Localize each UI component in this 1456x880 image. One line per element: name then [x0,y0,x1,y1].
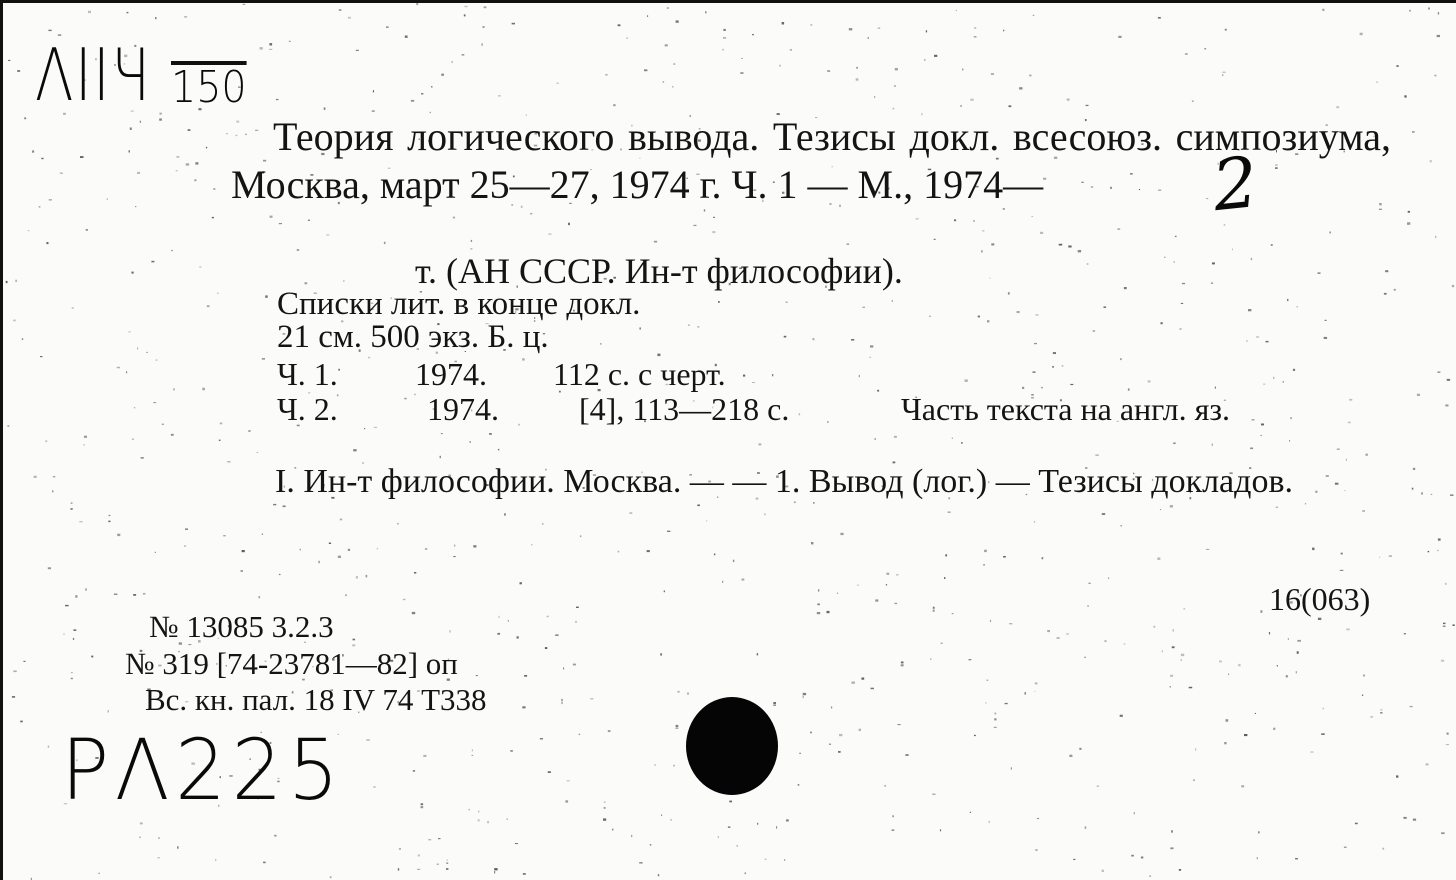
volume-row [277,391,1230,428]
handwritten-shelf-number: 150 [171,62,247,113]
title-description: Теория логического вывода. Тезисы докл. всесоюз. симпозиума, Москва, март 25—27, 1974 г. Ч. 1 — М., 1974— [231,114,1391,207]
handwritten-volume-mark: 2 [1208,140,1262,228]
physical-description: 21 см. 500 экз. Б. ц. [277,319,549,355]
volume-year: 1974. [415,356,487,392]
handwritten-shelf-mark: ΛIIЧ [35,33,152,117]
footer-line: № 13085 3.2.3 [149,609,334,644]
volume-year: 1974. [427,391,499,427]
series-statement: т. (АН СССР. Ин-т философии). [415,251,903,291]
punch-hole [686,697,778,795]
bibliography-note: Списки лит. в конце докл. [277,286,641,322]
footer-line: Вс. кн. пал. 18 IV 74 Т338 [145,682,487,717]
volume-part: Ч. 2. [277,391,338,427]
handwritten-acquisition-number: PΛ225 [61,721,345,819]
volume-row [277,356,726,393]
classification-code: 16(063) [1269,581,1371,617]
volume-pages: 112 с. с черт. [553,356,726,392]
volume-note: Часть текста на англ. яз. [901,391,1230,427]
volume-part: Ч. 1. [277,356,338,392]
subject-tracing: I. Ин-т философии. Москва. — — 1. Вывод (лог.) — Тезисы докладов. [275,463,1293,500]
volume-pages: [4], 113—218 с. [579,391,790,427]
footer-line: № 319 [74-23781—82] оп [125,646,458,681]
